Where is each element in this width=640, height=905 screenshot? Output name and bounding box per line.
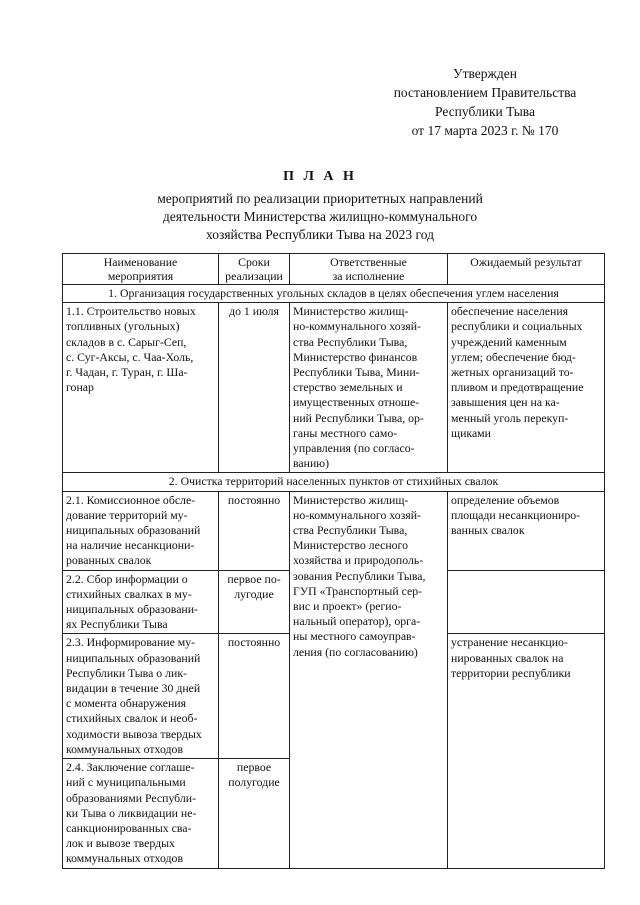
row-2-3-name: 2.3. Информирование му- ниципальных образований Республики Тыва о лик- видации в течение 30 дней с момента обнаружения стихийных свалок и необ- ходимости вывоза твердых коммунальных отходов — [63, 634, 219, 759]
row-1-1-result: обеспечение населения республики и социальных учреждений каменным углем; обеспечение бюд- жетных организаций то- пливом и предотвращение завышения цен на ка- менный уголь перекуп- щиками — [448, 303, 605, 473]
row-1-1-name: 1.1. Строительство новых топливных (угольных) складов в с. Сарыг-Сеп, с. Суг-Аксы, с. Чаа-Холь, г. Чадан, г. Туран, г. Ша- гонар — [63, 303, 219, 473]
section-row-1 — [63, 285, 605, 303]
row-1-1-responsible: Министерство жилищ- но-коммунального хозяй- ства Республики Тыва, Министерство финансов Республики Тыва, Мини- стерство земельных и имущественных отноше- ний Республики Тыва, ор- ганы местного само- управления (по согласо- ванию) — [290, 303, 448, 473]
row-2-2-deadline: первое по- лугодие — [219, 570, 290, 634]
section-1-title: 1. Организация государственных угольных складов в целях обеспечения углем населения — [63, 285, 605, 303]
header-name: Наименование мероприятия — [63, 254, 219, 285]
document-title — [120, 168, 520, 244]
row-2-2-result — [448, 570, 605, 634]
table-header-row — [63, 254, 605, 285]
header-responsible: Ответственные за исполнение — [290, 254, 448, 285]
title-line-1: мероприятий по реализации приоритетных направлений — [157, 191, 483, 206]
row-2-1-name: 2.1. Комиссионное обсле- дование территорий му- ниципальных образований на наличие несанкциони- рованных свалок — [63, 491, 219, 570]
row-2-3-result: устранение несанкцио- нированных свалок на территории республики — [448, 634, 605, 868]
plan-table — [62, 253, 605, 869]
row-2-2-name: 2.2. Сбор информации о стихийных свалках в му- ниципальных образовани- ях Республики Тыва — [63, 570, 219, 634]
section-2-title: 2. Очистка территорий населенных пунктов от стихийных свалок — [63, 473, 605, 491]
row-1-1-deadline: до 1 июля — [219, 303, 290, 473]
row-2-3-deadline: постоянно — [219, 634, 290, 759]
row-2-4-name: 2.4. Заключение соглаше- ний с муниципальными образованиями Республи- ки Тыва о ликвидации не- санкционированных сва- лок и вывозе твердых коммунальных отходов — [63, 759, 219, 868]
title-line-2: деятельности Министерства жилищно-коммунального — [162, 209, 478, 224]
approval-line-3: Республики Тыва — [435, 104, 535, 119]
row-2-4-deadline: первое полугодие — [219, 759, 290, 868]
approval-stamp — [380, 64, 590, 140]
title-word: П Л А Н — [283, 169, 357, 184]
row-2-1-deadline: постоянно — [219, 491, 290, 570]
header-deadline: Сроки реализации — [219, 254, 290, 285]
approval-line-1: Утвержден — [453, 66, 517, 81]
approval-line-4: от 17 марта 2023 г. № 170 — [411, 123, 559, 138]
title-line-3: хозяйства Республики Тыва на 2023 год — [206, 227, 434, 242]
header-result: Ожидаемый результат — [448, 254, 605, 285]
table-row — [63, 303, 605, 473]
section-2-responsible: Министерство жилищ- но-коммунального хозяй- ства Республики Тыва, Министерство лесного хозяйства и природополь- зования Республики Тыва, ГУП «Транспортный сер- вис и проект» (регио- нальный оператор), орга- ны местного самоуправ- ления (по согласованию) — [290, 491, 448, 868]
row-2-1-result: определение объемов площади несанкциониро- ванных свалок — [448, 491, 605, 570]
approval-line-2: постановлением Правительства — [393, 85, 577, 100]
section-row-2 — [63, 473, 605, 491]
table-row — [63, 491, 605, 570]
